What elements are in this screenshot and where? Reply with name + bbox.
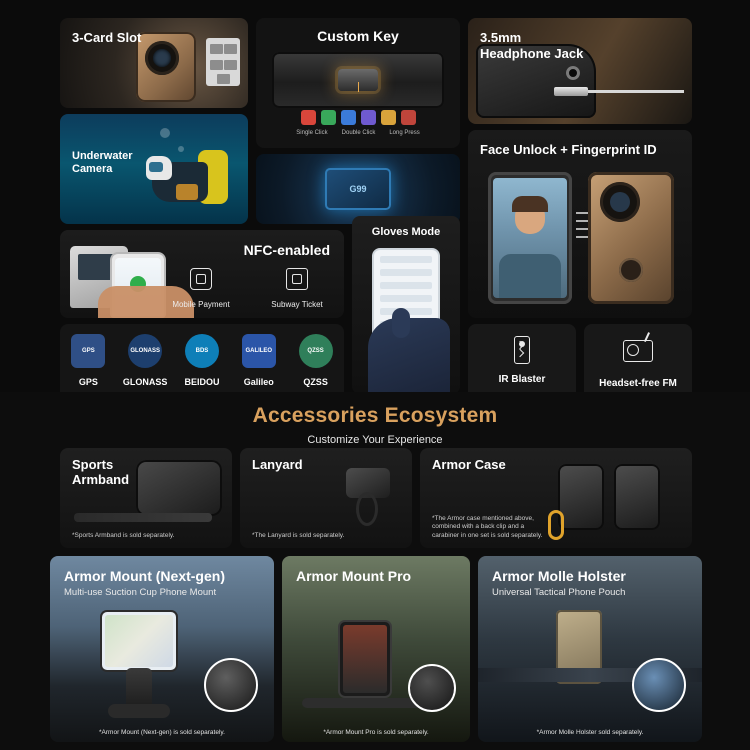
gesture-label-long: Long Press (389, 130, 420, 136)
accessory-note-line3: carabiner in one set is sold separately. (432, 532, 543, 540)
underwater-title-line1: Underwater (72, 150, 133, 162)
accessory-title: Armor Mount (Next-gen) (64, 568, 225, 584)
diver-mask-icon (146, 156, 172, 180)
diver-illustration (142, 144, 234, 218)
subway-ticket-icon (286, 268, 308, 290)
accessory-card-lanyard (240, 448, 412, 548)
phone-side-illustration (272, 52, 444, 108)
pointer-line (358, 82, 359, 92)
accessory-card-armor-case (420, 448, 692, 548)
feature-card-gloves-mode (352, 216, 460, 394)
underwater-title (72, 150, 133, 176)
nfc-feature-label: Mobile Payment (172, 300, 230, 309)
custom-key-title: Custom Key (317, 28, 399, 44)
gesture-label-single: Single Click (296, 130, 328, 136)
accessory-note-line2: combined with a back clip and a (432, 523, 525, 531)
accessory-note (432, 515, 542, 541)
suction-cup-base-illustration (108, 704, 170, 718)
feature-card-underwater-camera (60, 114, 248, 224)
face-unlock-title: Face Unlock + Fingerprint ID (480, 142, 657, 157)
accessory-closeup-thumbnail (408, 664, 456, 712)
gloves-mode-title: Gloves Mode (371, 226, 441, 238)
user-face (515, 202, 545, 234)
nfc-feature-subway-ticket (260, 268, 334, 312)
headphone-plug-illustration (554, 78, 684, 108)
phone-screen (493, 178, 567, 298)
radio-icon (623, 340, 653, 370)
user-torso (499, 254, 561, 298)
accessory-note: *Armor Mount (Next-gen) is sold separately. (99, 729, 225, 736)
fingerprint-sensor-icon (619, 258, 643, 282)
qzss-logo-icon: QZSS (299, 334, 333, 368)
nfc-title: NFC-enabled (243, 242, 330, 258)
accessory-note: *The Lanyard is sold separately. (252, 532, 345, 540)
underwater-title-line2: Camera (72, 163, 113, 176)
accessory-title-line1: Sports (72, 457, 114, 472)
phone-front-illustration (488, 172, 572, 304)
feature-card-headphone-jack (468, 18, 692, 124)
accessory-note: *Sports Armband is sold separately. (72, 532, 175, 540)
accessory-title: Lanyard (252, 457, 303, 472)
ir-remote-icon (507, 336, 537, 366)
calculator-icon (341, 110, 356, 125)
feature-card-custom-key (256, 18, 460, 148)
armband-mount-illustration (136, 460, 222, 516)
accessory-title: Armor Mount Pro (296, 568, 412, 584)
accessory-closeup-thumbnail (632, 658, 686, 712)
handheld-phone-icon (176, 184, 198, 200)
gnss-label: QZSS (303, 377, 328, 387)
sim-tray-illustration (206, 38, 240, 86)
fm-label: Headset-free FM (599, 378, 677, 389)
accessory-card-armor-mount-pro (282, 556, 470, 742)
feature-card-chipset (256, 154, 460, 224)
nfc-feature-list (164, 268, 334, 312)
accessory-subtitle: Multi-use Suction Cup Phone Mount (64, 587, 217, 598)
accessories-row-1 (60, 448, 692, 548)
ir-content (468, 336, 576, 385)
ir-label: IR Blaster (498, 374, 546, 385)
accessory-note: *Armor Mount Pro is sold separately. (323, 729, 429, 736)
accessories-header (0, 392, 750, 446)
fm-content (584, 336, 692, 389)
glonass-logo-icon: GLONASS (128, 334, 162, 368)
sos-icon (381, 110, 396, 125)
screenshot-icon (401, 110, 416, 125)
headphone-jack-title (480, 30, 583, 61)
gnss-label: GPS (78, 377, 98, 387)
gnss-item-beidou (177, 334, 227, 390)
accessories-row-2 (50, 556, 702, 742)
armor-case-illustration (558, 458, 678, 536)
gnss-label: GLONASS (122, 377, 168, 387)
accessory-title-line2: Armband (72, 471, 130, 487)
plug-pin (554, 87, 588, 96)
galileo-logo-icon: GALILEO (242, 334, 276, 368)
cable (572, 90, 684, 93)
gps-logo-icon: GPS (71, 334, 105, 368)
beidou-logo-icon: BDS (185, 334, 219, 368)
mobile-payment-icon (190, 268, 212, 290)
accessory-subtitle: Universal Tactical Phone Pouch (492, 587, 626, 598)
headphone-title-line1: 3.5mm (480, 30, 522, 45)
headphone-title-line2: Headphone Jack (480, 45, 584, 61)
accessories-heading: Accessories Ecosystem (252, 404, 498, 427)
accessory-note: *Armor Molle Holster sold separately. (536, 729, 644, 736)
armband-strap-illustration (74, 513, 212, 522)
carabiner-icon (548, 510, 564, 540)
mounted-phone-illustration (102, 612, 176, 670)
gesture-label-double: Double Click (341, 130, 376, 136)
gnss-list (60, 334, 344, 390)
gnss-item-glonass (120, 334, 170, 390)
camera-module-icon (145, 41, 179, 75)
mounted-phone-illustration (340, 622, 390, 696)
accessory-note-line1: *The Armor case mentioned above, (432, 514, 534, 522)
accessory-title: Armor Case (432, 457, 506, 472)
accessories-section (0, 392, 750, 750)
chipset-label: G99 (325, 168, 391, 210)
feature-card-face-unlock (468, 130, 692, 318)
accessory-card-sports-armband (60, 448, 232, 548)
flashlight-icon (301, 110, 316, 125)
custom-key-gesture-labels (256, 130, 460, 136)
glove-hand-icon (368, 318, 450, 394)
feature-grid (60, 18, 692, 389)
accessory-title: Armor Molle Holster (492, 568, 626, 584)
nfc-feature-label: Subway Ticket (271, 300, 323, 309)
gnss-item-galileo (234, 334, 284, 390)
nfc-feature-mobile-payment (164, 268, 238, 312)
accessory-title (72, 458, 129, 488)
feature-card-nfc (60, 230, 344, 318)
phone-back-illustration (588, 172, 674, 304)
gnss-label: Galileo (243, 377, 274, 387)
gnss-label: BEIDOU (184, 377, 220, 387)
custom-key-shortcut-icons (256, 110, 460, 125)
accessory-closeup-thumbnail (204, 658, 258, 712)
accessory-card-armor-mount-next-gen (50, 556, 274, 742)
mount-arm-illustration (126, 668, 152, 708)
card-slot-title: 3-Card Slot (72, 30, 142, 45)
gnss-item-qzss (291, 334, 341, 390)
recorder-icon (361, 110, 376, 125)
gnss-item-gps (63, 334, 113, 390)
feature-card-3-card-slot (60, 18, 248, 108)
lanyard-loop-illustration (356, 492, 378, 526)
accessories-subheading: Customize Your Experience (307, 434, 443, 446)
camera-icon (321, 110, 336, 125)
accessory-card-armor-molle-holster (478, 556, 702, 742)
camera-module-icon (600, 182, 640, 222)
phone-rear-illustration (136, 32, 196, 102)
